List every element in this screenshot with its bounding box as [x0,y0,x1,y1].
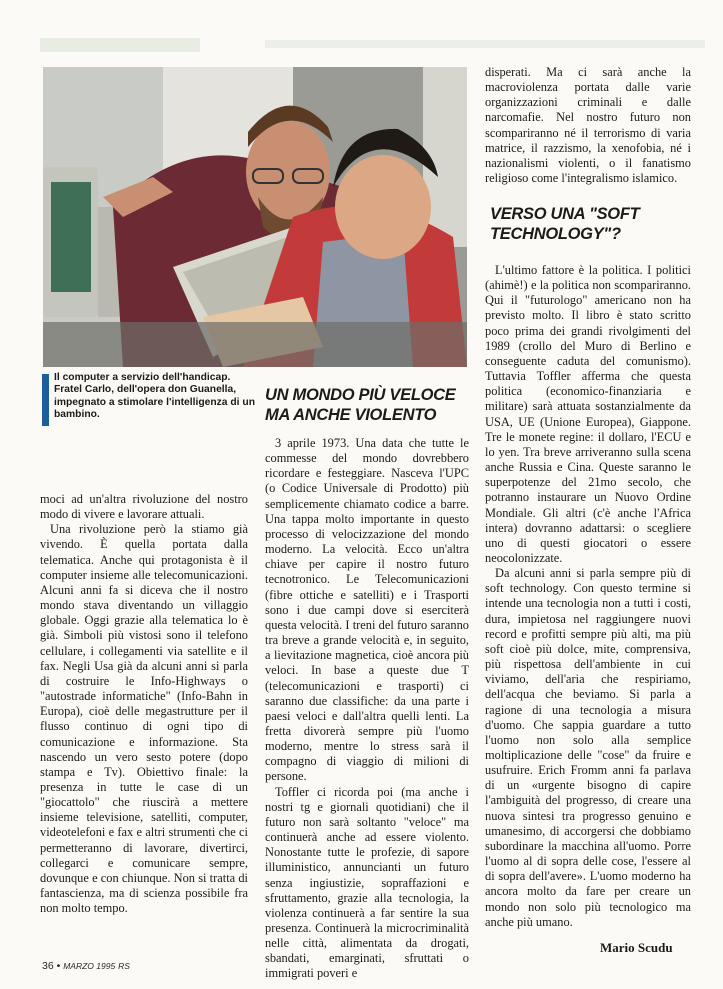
magazine-name: RS [118,961,130,971]
paragraph: Toffler ci ricorda poi (ma anche i nostri tg e giornali quotidiani) che il futuro non sarà soltanto "veloce" ma continuerà anche ad essere violento. Nonostante tutte le profezie, di sapore illuministico, annuncianti un futuro senza ingiustizie, sopraffazioni e sfruttamento, grazie alla tecnologia, la violenza continuerà a far sentire la sua presenza. Continuerà la microcriminalità nelle città, alimentata da drogati, sbandati, emarginati, sfruttati o immigrati poveri e [265,784,469,981]
issue-date: MARZO 1995 [63,961,116,971]
section-heading-1: UN MONDO PIÙ VELOCE MA ANCHE VIOLENTO [265,386,456,424]
column-2 [265,436,469,982]
column-3 [485,263,691,930]
header-band [40,38,200,52]
column-3-top [485,65,691,186]
page-footer [42,960,130,972]
page-number: 36 [42,960,54,972]
photo-caption [42,372,255,432]
paragraph: moci ad un'altra rivoluzione del nostro modo di vivere e lavorare attuali. [40,492,248,522]
caption-text: Il computer a servizio dell'handicap. Fratel Carlo, dell'opera don Guanella, impegnato a stimolare l'intelligenza di un bambino. [54,372,255,421]
section-heading-2: VERSO UNA "SOFT TECHNOLOGY"? [490,205,640,243]
paragraph: 3 aprile 1973. Una data che tutte le commesse del mondo dovrebbero ricordare e festeggiare. Nasceva l'UPC (o Codice Universale di Prodotto) più semplicemente chiamato codice a barre. Una tappa molto importante in questo processo di velocizzazione del mondo moderno. La velocità. Ecco un'altra chiave per capire il nostro futuro tecnotronico. Le Telecomunicazioni (fibre ottiche e satelliti) e i Trasporti sono i due campi dove si eserciterà questa velocità. I treni del futuro saranno tra breve a grande velocità e, in seguito, a lievitazione magnetica, cioè ancora più veloci. In base a queste due T (telecomunicazioni e trasporti) ci saranno due classifiche: da una parte i paesi veloci e dall'altra quelli lenti. La fretta divorerà sempre più l'uomo moderno, mentre lo stress sarà il compagno di viaggio di milioni di persone. [265,436,469,784]
paragraph: Una rivoluzione però la stiamo già vivendo. È quella portata dalla telematica. Anche qui protagonista è il computer insieme alle telecomunicazioni. Alcuni anni fa si diceva che il nostro mondo stava diventando un villaggio globale. Oggi grazie alla telematica lo è già. Simboli più vistosi sono il telefono cellulare, i collegamenti via satellite e il fax. Negli Usa già da alcuni anni si parla di costruire le Info-Highways o "autostrade informatiche" (Info-Bahn in Europa), cioè delle megastrutture per il flusso continuo di ogni tipo di comunicazione e informazione. Sta nascendo un vero sesto potere (dopo stampa e Tv). Obiettivo finale: la presenza in tutte le case di un "giocattolo" che riuscirà a mettere insieme televisione, satelliti, computer, videotelefoni e fax e altri strumenti che ci permetteranno di lavorare, divertirci, collegarci e comunicare sempre, dovunque e con chiunque. Non si tratta di fantascienza, ma di scienza possibile fra non molto tempo. [40,522,248,916]
header-rule [265,40,705,48]
paragraph: L'ultimo fattore è la politica. I politici (ahimè!) e la politica non scompariranno. Qui il "futurologo" americano non ha previsto molto. Il libro è stato scritto poco prima dei grandi rivolgimenti del 1989 (crollo del Muro di Berlino e conseguente caduta del comunismo). Tuttavia Toffler afferma che questa politica (economico-finanziaria e militare) sarà attuata sostanzialmente da USA, UE (Unione Europea), Giappone. Tre le monete regine: il dollaro, l'ECU e lo yen. Tra breve arriveranno sulla scena anche Russia e Cina. Queste saranno le superpotenze del 21mo secolo, che potranno instaurare un Nuovo Ordine Mondiale. Gli altri (c'è anche l'Africa intera) dovranno adattarsi: o scegliere uno di questi giocatori o essere neocolonizzate. [485,263,691,565]
paragraph: disperati. Ma ci sarà anche la macroviolenza portata dalle varie organizzazioni criminali e dalle narcomafie. Nel nostro futuro non scompariranno né il terrorismo di varia matrice, il razzismo, la xenofobia, né i nazionalismi violenti, o il fanatismo religioso come l'integralismo islamico. [485,65,691,186]
paragraph: Da alcuni anni si parla sempre più di soft technology. Con questo termine si intende una tecnologia non a tutti i costi, dura, impietosa nel raggiungere nuovi record e profitti sempre più alti, ma più soft cioè più dolce, mite, comprensiva, più rispettosa dell'ambiente in cui viviamo, dell'aria che respiriamo, dell'acqua che beviamo. Si parla a ragione di una tecnologia a misura d'uomo. Che sappia guardare a tutto l'uomo non solo alla semplice moltiplicazione delle "cose" da fruire e usufruire. Erich Fromm anni fa parlava di un «urgente bisogno di capire l'ambiguità del progresso, di creare una nuova sintesi tra progresso genuino e umanesimo, di accorgersi che dobbiamo subordinare la macchina all'uomo. Porre l'uomo al di sopra delle cose, l'essere al di sopra dell'avere». L'uomo moderno ha ancora molto da fare per creare un mondo non solo più tecnologico ma anche più umano. [485,566,691,929]
author-signature: Mario Scudu [600,940,673,955]
footer-separator: • [56,960,61,972]
caption-bar [42,374,49,426]
article-photo [43,67,467,367]
column-1 [40,492,248,916]
